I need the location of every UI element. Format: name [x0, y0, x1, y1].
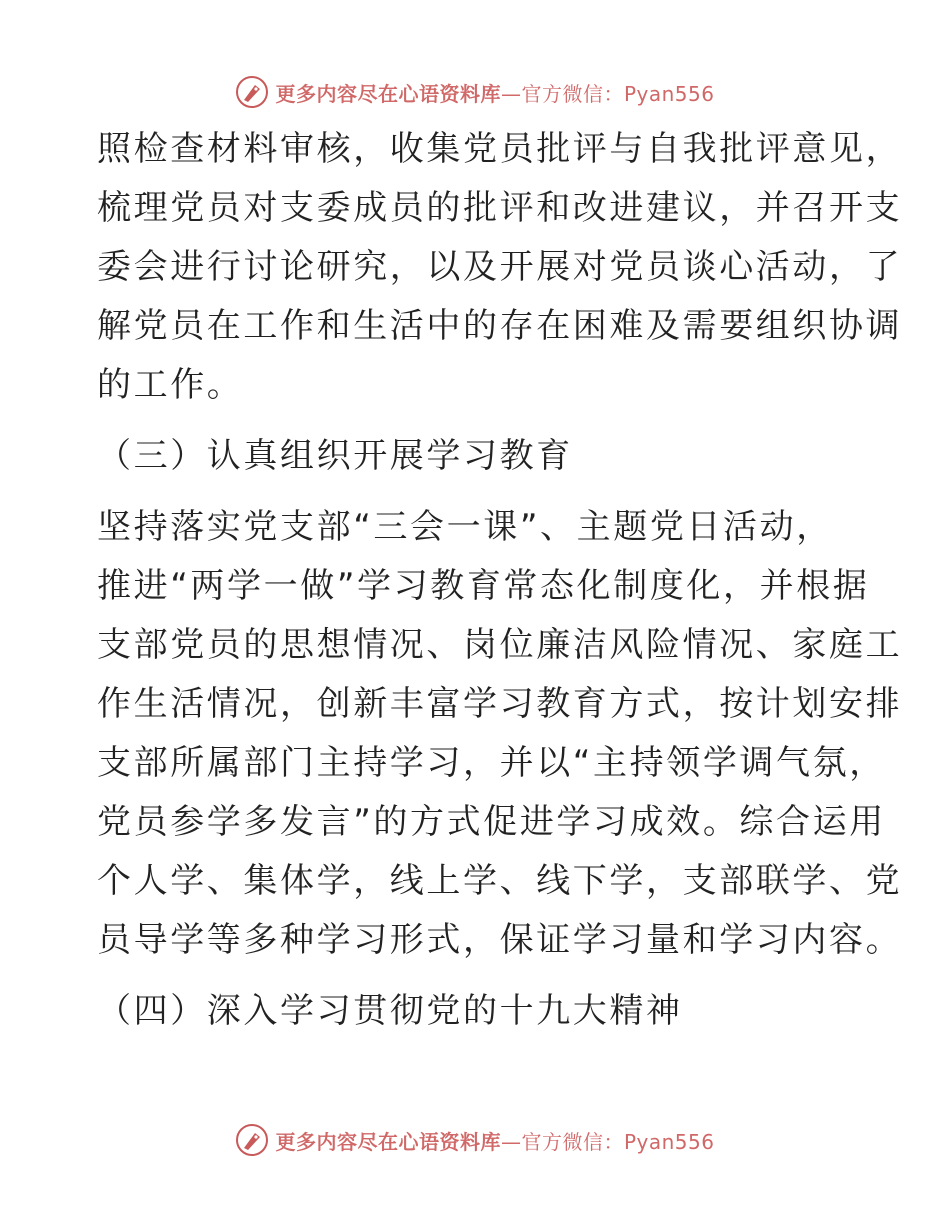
paragraph-line: 梳理党员对支委成员的批评和改进建议，并召开支	[97, 188, 903, 228]
paragraph-line: 推进“两学一做”学习教育常态化制度化，并根据	[97, 566, 870, 606]
banner-main-text: 更多内容尽在心语资料库	[275, 81, 501, 106]
paragraph-line: 支部所属部门主持学习，并以“主持领学调气氛，	[97, 743, 886, 783]
footer-banner	[0, 1120, 950, 1160]
paragraph-line: 照检查材料审核，收集党员批评与自我批评意见，	[97, 129, 903, 169]
pen-nib-logo-icon	[235, 1123, 269, 1157]
paragraph-line: 作生活情况，创新丰富学习教育方式，按计划安排	[97, 684, 903, 724]
paragraph-2	[97, 498, 903, 970]
paragraph-line: 党员参学多发言”的方式促进学习成效。综合运用	[97, 802, 886, 842]
banner-main-text: 更多内容尽在心语资料库	[275, 1129, 501, 1154]
section-heading-4: （四）深入学习贯彻党的十九大精神	[97, 991, 683, 1031]
paragraph-line: 支部党员的思想情况、岗位廉洁风险情况、家庭工	[97, 625, 903, 665]
banner-contact-text: 官方微信：Pyan556	[521, 81, 715, 106]
paragraph-line: 坚持落实党支部“三会一课”、主题党日活动，	[97, 507, 833, 547]
section-heading-3: （三）认真组织开展学习教育	[97, 436, 573, 476]
document-body	[97, 120, 903, 1041]
paragraph-line: 解党员在工作和生活中的存在困难及需要组织协调	[97, 306, 903, 346]
banner-dash: —	[500, 1129, 522, 1154]
paragraph-line: 委会进行讨论研究，以及开展对党员谈心活动，了	[97, 247, 903, 287]
banner-text	[275, 1126, 714, 1155]
banner-text	[275, 78, 714, 107]
paragraph-1	[97, 120, 903, 415]
paragraph-line: 的工作。	[97, 365, 244, 405]
pen-nib-logo-icon	[235, 75, 269, 109]
header-banner	[0, 72, 950, 112]
paragraph-line: 个人学、集体学，线上学、线下学，支部联学、党	[97, 861, 903, 901]
paragraph-line: 员导学等多种学习形式，保证学习量和学习内容。	[97, 920, 903, 960]
banner-dash: —	[500, 81, 522, 106]
banner-contact-text: 官方微信：Pyan556	[521, 1129, 715, 1154]
